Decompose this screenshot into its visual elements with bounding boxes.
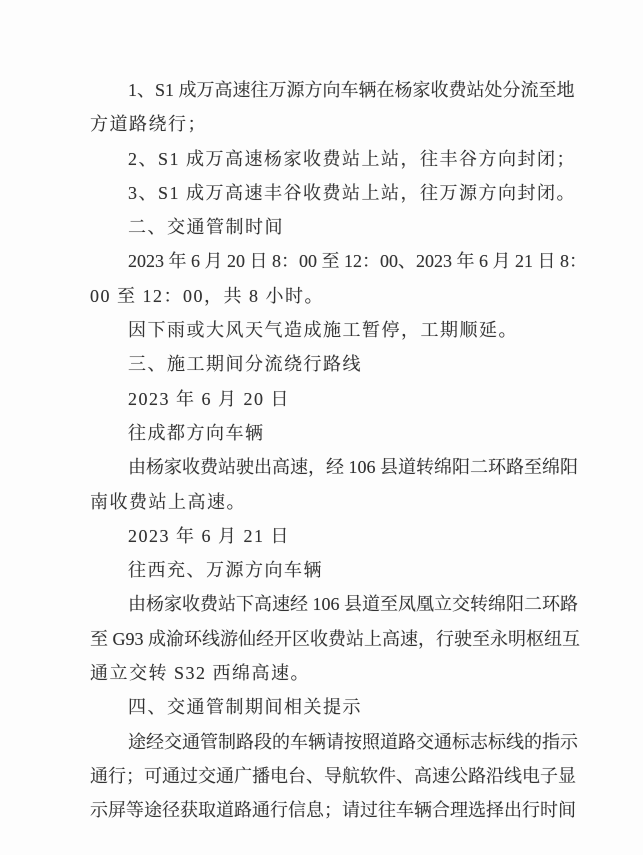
- text-line: 2023 年 6 月 20 日: [128, 388, 290, 409]
- text-line: 因下雨或大风天气造成施工暂停，工期顺延。: [128, 320, 518, 341]
- text-line: 2023 年 6 月 21 日: [128, 525, 290, 546]
- text-line: 往西充、万源方向车辆: [128, 560, 323, 581]
- text-line: 由 杨 家 收 费 站 下 高 速 经 1 0 6 县 道 至 凤 凰 立 交 转 绵 阳 二 环 路: [128, 594, 578, 615]
- text-line: 3、S1 成万高速丰谷收费站上站，往万源方向封闭。: [128, 182, 577, 203]
- text-line: 至 G 9 3 成 渝 环 线 游 仙 经 开 区 收 费 站 上 高 速 ， 行 驶 至 永 明 枢 纽 互: [90, 628, 580, 649]
- text-line: 南收费站上高速。: [90, 491, 246, 512]
- text-line: 通立交转 S32 西绵高速。: [90, 663, 311, 684]
- text-line: 方道路绕行；: [90, 114, 207, 135]
- text-line: 2、S1 成万高速杨家收费站上站，往丰谷方向封闭；: [128, 148, 577, 169]
- text-line: 1 、 S 1 成 万 高 速 往 万 源 方 向 车 辆 在 杨 家 收 费 站 处 分 流 至 地: [128, 80, 575, 100]
- text-line: 二、交通管制时间: [128, 217, 284, 238]
- text-line: 四、交通管制期间相关提示: [128, 697, 362, 718]
- text-line: 由 杨 家 收 费 站 驶 出 高 速 ， 经 1 0 6 县 道 转 绵 阳 二 环 路 至 绵 阳: [128, 457, 578, 478]
- text-line: 00 至 12：00，共 8 小时。: [90, 285, 324, 306]
- text-line: 示 屏 等 途 径 获 取 道 路 通 行 信 息 ； 请 过 往 车 辆 合 理 选 择 出 行 时 间: [90, 800, 576, 821]
- text-line: 途 经 交 通 管 制 路 段 的 车 辆 请 按 照 道 路 交 通 标 志 标 线 的 指 示: [128, 731, 578, 752]
- document-body: [90, 73, 587, 828]
- text-line: 2 0 2 3 年 6 月 2 0 日 8 ： 0 0 至 1 2 ： 0 0 、 2 0 2 3 年 6 月 2 1 日 8 ：: [128, 251, 587, 272]
- text-line: 通 行 ； 可 通 过 交 通 广 播 电 台 、 导 航 软 件 、 高 速 公 路 沿 线 电 子 显: [90, 765, 576, 786]
- text-line: 往成都方向车辆: [128, 422, 265, 443]
- text-line: 三、施工期间分流绕行路线: [128, 354, 362, 375]
